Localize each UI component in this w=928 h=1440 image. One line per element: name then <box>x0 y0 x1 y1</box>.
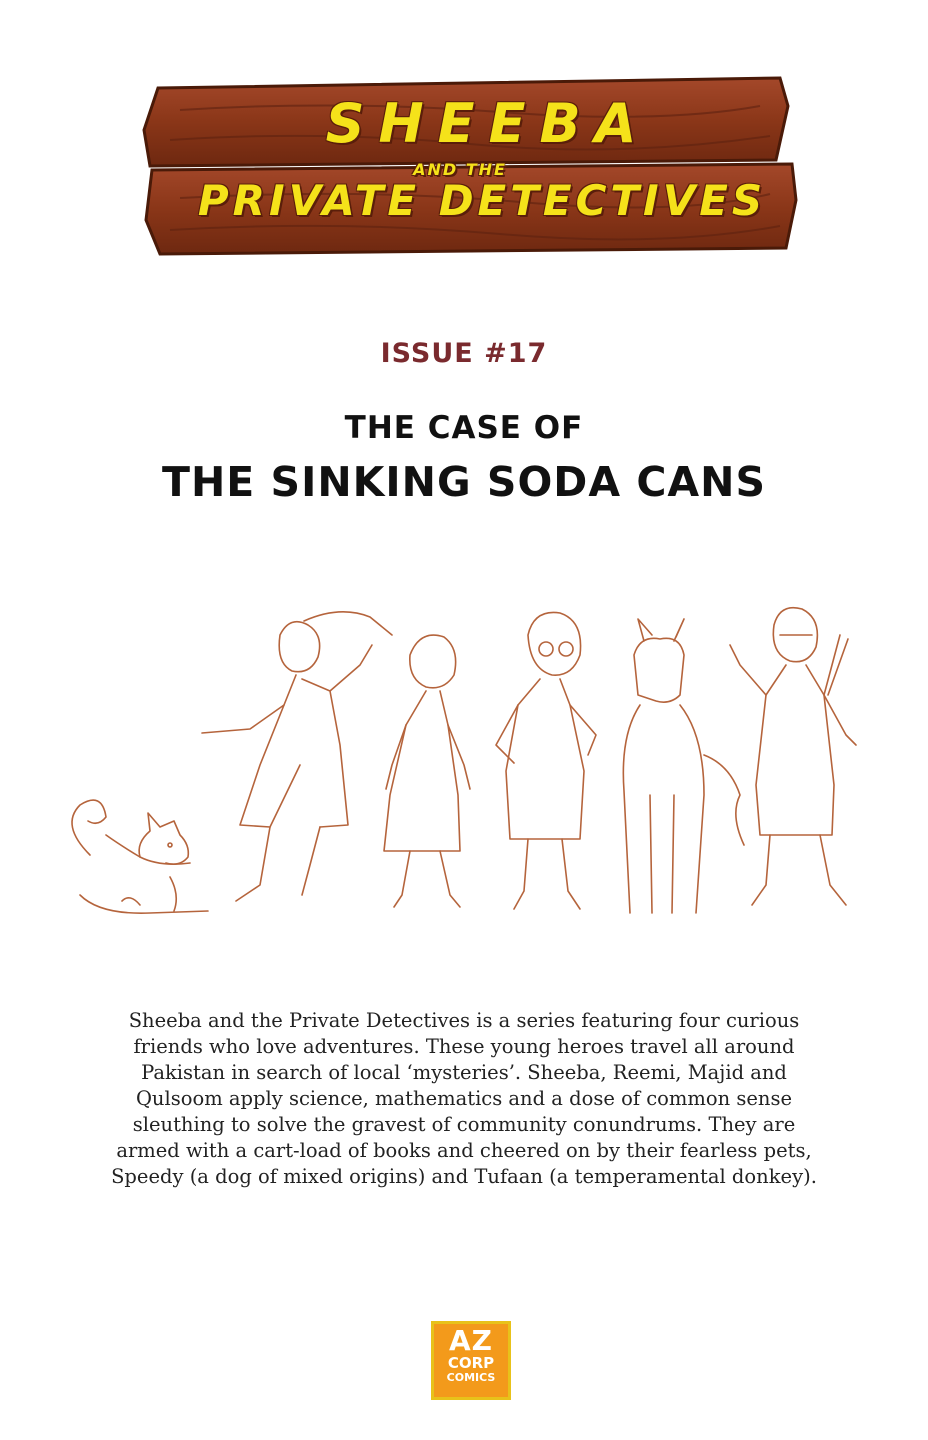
donkey-tufaan-sketch <box>623 619 744 913</box>
description-line: Sheeba and the Private Detectives is a series featuring four curious <box>128 1009 800 1032</box>
series-description <box>60 1008 868 1190</box>
logo-text-comics: COMICS <box>446 1371 496 1384</box>
case-title-prefix: THE CASE OF <box>344 410 584 446</box>
series-title-sign <box>140 70 800 260</box>
dog-speedy-sketch <box>72 800 208 913</box>
publisher-logo <box>431 1321 511 1400</box>
logo-text-corp: CORP <box>447 1354 495 1372</box>
description-line: sleuthing to solve the gravest of community conundrums. They are <box>132 1113 796 1136</box>
description-line: Speedy (a dog of mixed origins) and Tufaan (a temperamental donkey). <box>111 1165 817 1188</box>
series-title-main: SHEEBA <box>325 92 651 155</box>
description-line: friends who love adventures. These young heroes travel all around <box>133 1035 795 1058</box>
girl-reemi-sketch <box>384 635 470 907</box>
series-title-sub: PRIVATE DETECTIVES <box>197 176 767 225</box>
description-line: Qulsoom apply science, mathematics and a dose of common sense <box>135 1087 793 1110</box>
girl-sheeba-sketch <box>202 612 392 901</box>
description-line: Pakistan in search of local ‘mysteries’. Sheeba, Reemi, Majid and <box>141 1061 787 1084</box>
issue-number: ISSUE #17 <box>380 338 548 369</box>
boy-majid-sketch <box>730 608 856 905</box>
characters-illustration <box>40 595 890 930</box>
case-title-main: THE SINKING SODA CANS <box>161 458 766 506</box>
series-title-connector: AND THE <box>413 160 507 179</box>
description-line: armed with a cart-load of books and cheered on by their fearless pets, <box>116 1139 812 1162</box>
girl-qulsoom-sketch <box>496 612 596 909</box>
logo-text-az: AZ <box>449 1324 493 1357</box>
